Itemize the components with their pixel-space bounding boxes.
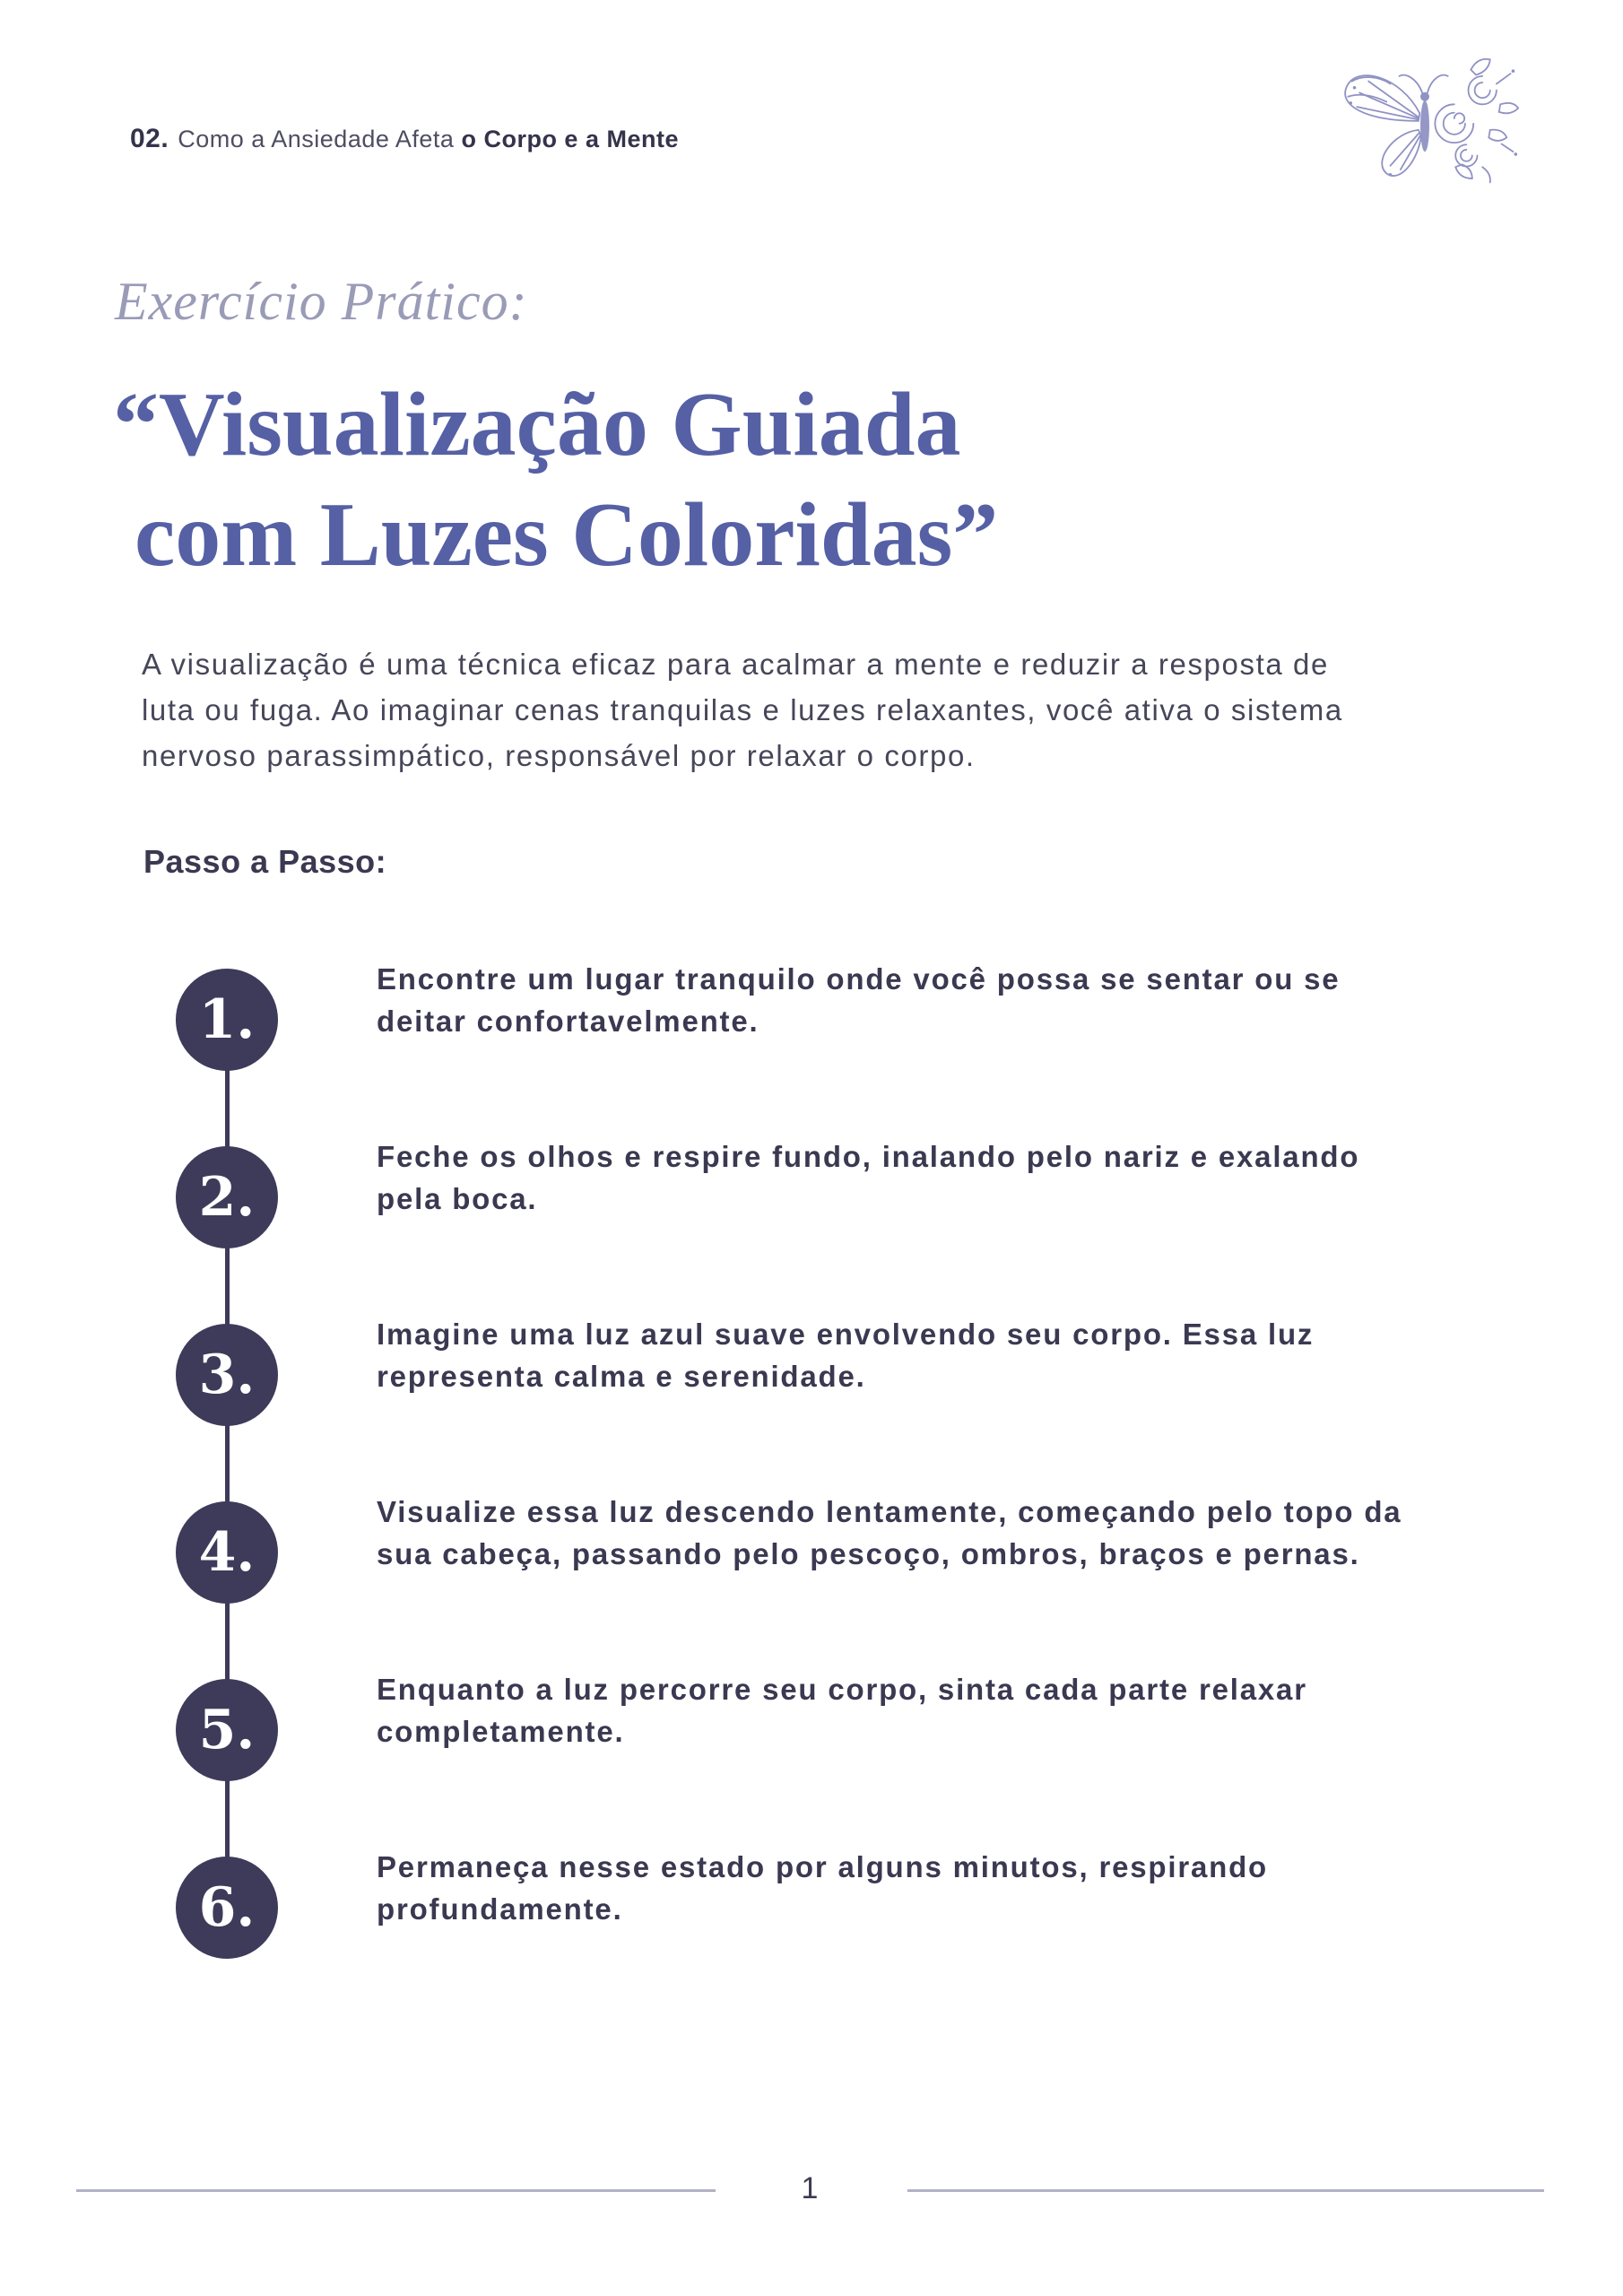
step-number-badge bbox=[176, 969, 278, 1071]
chapter-header bbox=[130, 121, 679, 157]
step-number-badge bbox=[176, 1324, 278, 1426]
page-title-line: com Luzes Coloridas” bbox=[135, 484, 999, 586]
step-text-line: deitar confortavelmente. bbox=[377, 1004, 759, 1038]
step-text bbox=[377, 1846, 1268, 1930]
step-text bbox=[377, 1313, 1314, 1397]
step-number: 1. bbox=[198, 988, 256, 1051]
intro-line: A visualização é uma técnica eficaz para acalmar a mente e reduzir a resposta de bbox=[142, 648, 1329, 681]
step-text bbox=[377, 1491, 1402, 1575]
step-number: 2. bbox=[198, 1166, 256, 1229]
step-text-line: pela boca. bbox=[377, 1182, 538, 1215]
intro-paragraph bbox=[142, 641, 1343, 778]
step-item-6 bbox=[0, 1850, 1623, 2036]
step-item-5 bbox=[0, 1673, 1623, 1858]
step-text-line: completamente. bbox=[377, 1715, 625, 1748]
step-text-line: Encontre um lugar tranquilo onde você possa se sentar ou se bbox=[377, 962, 1341, 996]
step-text bbox=[377, 1668, 1307, 1752]
step-number-badge bbox=[176, 1146, 278, 1248]
step-number: 3. bbox=[198, 1344, 256, 1406]
step-text bbox=[377, 1135, 1359, 1220]
step-number: 4. bbox=[198, 1521, 256, 1584]
step-text-line: Feche os olhos e respire fundo, inalando pelo nariz e exalando bbox=[377, 1140, 1360, 1173]
steps-heading: Passo a Passo: bbox=[143, 843, 387, 880]
page-number: 1 bbox=[801, 2171, 819, 2205]
step-text-line: profundamente. bbox=[377, 1892, 623, 1926]
chapter-title-regular: Como a Ansiedade Afeta bbox=[178, 126, 455, 152]
intro-line: luta ou fuga. Ao imaginar cenas tranquilas e luzes relaxantes, você ativa o sistema bbox=[142, 693, 1343, 726]
step-connector-line bbox=[225, 1247, 230, 1327]
step-item-3 bbox=[0, 1318, 1623, 1503]
step-text-line: Visualize essa luz descendo lentamente, começando pelo topo da bbox=[377, 1495, 1402, 1528]
step-item-1 bbox=[0, 962, 1623, 1148]
step-connector-line bbox=[225, 1424, 230, 1505]
page-title bbox=[113, 370, 998, 590]
step-number-badge bbox=[176, 1857, 278, 1959]
step-connector-line bbox=[225, 1779, 230, 1860]
footer-divider-left bbox=[76, 2189, 716, 2192]
intro-line: nervoso parassimpático, responsável por relaxar o corpo. bbox=[142, 739, 976, 772]
step-number: 6. bbox=[198, 1876, 256, 1939]
step-item-4 bbox=[0, 1495, 1623, 1681]
page-title-line: “Visualização Guiada bbox=[113, 374, 961, 475]
step-text bbox=[377, 958, 1340, 1042]
butterfly-flower-icon bbox=[1329, 47, 1521, 190]
step-text-line: sua cabeça, passando pelo pescoço, ombros, braços e pernas. bbox=[377, 1537, 1360, 1570]
step-number-badge bbox=[176, 1501, 278, 1604]
step-text-line: Enquanto a luz percorre seu corpo, sinta cada parte relaxar bbox=[377, 1673, 1307, 1706]
step-text-line: Permaneça nesse estado por alguns minutos, respirando bbox=[377, 1850, 1269, 1883]
chapter-title-bold: o Corpo e a Mente bbox=[461, 126, 679, 152]
chapter-number: 02. bbox=[130, 124, 169, 153]
step-number-badge bbox=[176, 1679, 278, 1781]
step-number: 5. bbox=[198, 1699, 256, 1761]
step-item-2 bbox=[0, 1140, 1623, 1326]
footer-divider-right bbox=[907, 2189, 1544, 2192]
step-connector-line bbox=[225, 1069, 230, 1150]
section-kicker: Exercício Prático: bbox=[115, 272, 528, 331]
step-text-line: Imagine uma luz azul suave envolvendo seu corpo. Essa luz bbox=[377, 1318, 1315, 1351]
step-text-line: representa calma e serenidade. bbox=[377, 1360, 866, 1393]
step-connector-line bbox=[225, 1602, 230, 1683]
